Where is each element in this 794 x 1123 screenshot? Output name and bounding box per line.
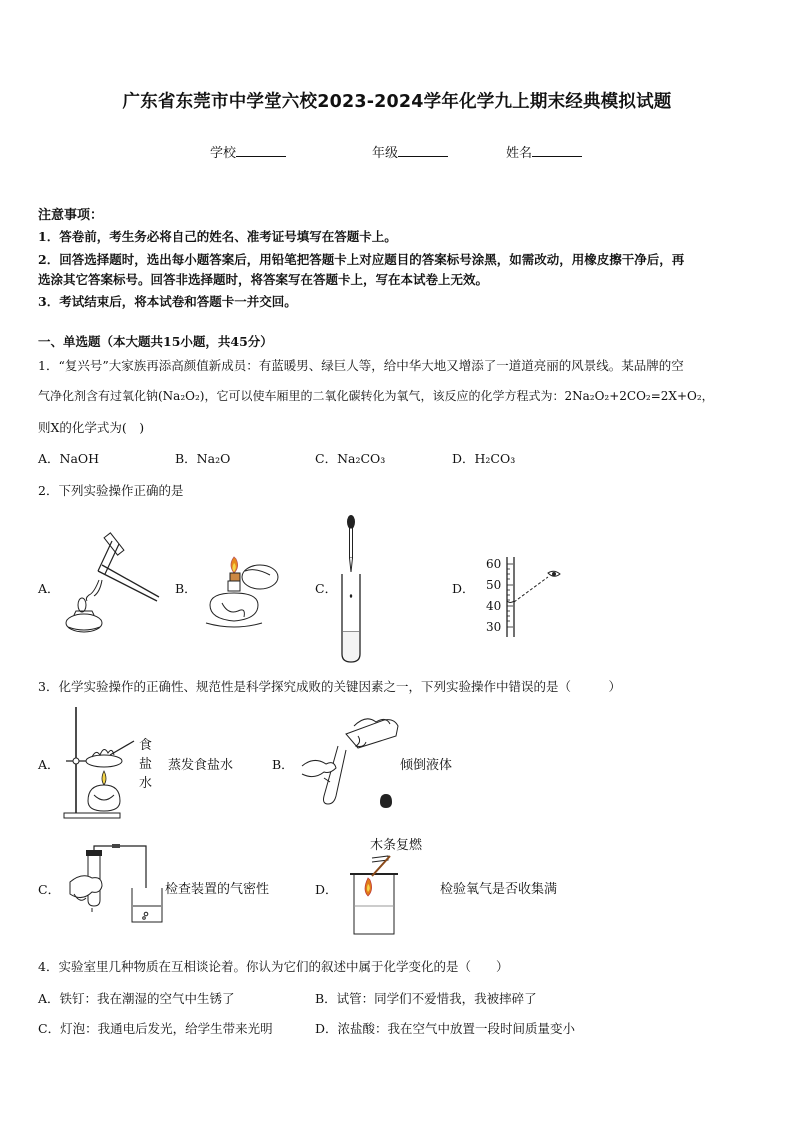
q1-option-b[interactable]: B．Na₂O [175,451,231,466]
q3-option-d-top-label: 木条复燃 [370,838,423,853]
pouring-liquid-figure [296,712,406,812]
question-2-stem: 2．下列实验操作正确的是 [38,483,184,498]
q3-option-c-caption: 检查装置的气密性 [165,882,270,897]
q3-option-c[interactable]: C． [38,882,61,897]
q3-option-d[interactable]: D． [315,882,338,897]
question-3-stem: 3．化学实验操作的正确性、规范性是科学探究成败的关键因素之一，下列实验操作中错误的是（ ） [38,679,621,694]
cylinder-tick-label: 50 [486,578,502,592]
q2-option-b[interactable]: B． [175,581,197,596]
note-line: 选涂其它答案标号。回答非选择题时，将答案写在答题卡上，写在本试卷上无效。 [38,272,489,287]
cylinder-tick-label: 40 [486,599,502,613]
graduated-cylinder-figure [476,555,566,637]
note-line: 2．回答选择题时，选出每小题答案后，用铅笔把答题卡上对应题目的答案标号涂黑，如需改动，用橡皮擦干净后，再 [38,252,685,267]
question-4-stem: 4．实验室里几种物质在互相谈论着。你认为它们的叙述中属于化学变化的是（ ） [38,959,509,974]
q3-option-a-caption: 蒸发食盐水 [168,758,234,773]
q1-option-d[interactable]: D．H₂CO₃ [452,451,516,466]
q2-option-d[interactable]: D． [452,581,475,596]
note-line: 3．考试结束后，将本试卷和答题卡一并交回。 [38,294,297,309]
cylinder-tick-label: 60 [486,557,502,571]
heating-test-tube-figure [62,535,162,633]
q4-option-d[interactable]: D．浓盐酸：我在空气中放置一段时间质量变小 [315,1021,576,1036]
section-heading: 一、单选题（本大题共15小题，共45分） [38,334,273,349]
question-1-line: 1．“复兴号”大家族再添高颜值新成员：有蓝暖男、绿巨人等，给中华大地又增添了一道道亮丽的风景线。某品牌的空 [38,358,684,373]
q2-option-a[interactable]: A． [38,581,60,596]
evaporating-salt-water-figure [62,705,142,820]
q3-option-a[interactable]: A． [38,757,60,772]
q4-option-b[interactable]: B．试管：同学们不爱惜我，我被摔碎了 [315,991,537,1006]
question-1-line: 气净化剂含有过氧化钠(Na₂O₂)，它可以使车厢里的二氧化碳转化为氧气，该反应的化学方程式为：2Na₂O₂+2CO₂=2X+O₂， [38,389,714,403]
salt-water-label: 食 盐 水 [139,738,153,791]
dropper-test-tube-figure [338,514,368,666]
q3-option-d-caption: 检验氧气是否收集满 [440,882,558,897]
school-field: 学校 [210,142,286,161]
q4-option-c[interactable]: C．灯泡：我通电后发光，给学生带来光明 [38,1021,273,1036]
q3-option-b[interactable]: B． [272,757,294,772]
question-1-line: 则X的化学式为( ) [38,420,145,435]
cylinder-tick-label: 30 [486,620,502,634]
alcohol-lamp-lighting-figure [200,545,285,633]
page-title: 广东省东莞市中学堂六校2023-2024学年化学九上期末经典模拟试题 [122,92,672,112]
q1-option-a[interactable]: A．NaOH [38,451,100,466]
grade-field: 年级 [372,142,448,161]
q2-option-c[interactable]: C． [315,581,338,596]
airtightness-check-figure [62,848,170,926]
notes-heading: 注意事项： [38,208,104,223]
q4-option-a[interactable]: A．铁钉：我在潮湿的空气中生锈了 [38,991,235,1006]
note-line: 1．答卷前，考生务必将自己的姓名、准考证号填写在答题卡上。 [38,229,397,244]
q1-option-c[interactable]: C．Na₂CO₃ [315,451,386,466]
q3-option-b-caption: 倾倒液体 [400,758,453,773]
name-field: 姓名 [506,142,582,161]
oxygen-check-figure [344,854,404,938]
